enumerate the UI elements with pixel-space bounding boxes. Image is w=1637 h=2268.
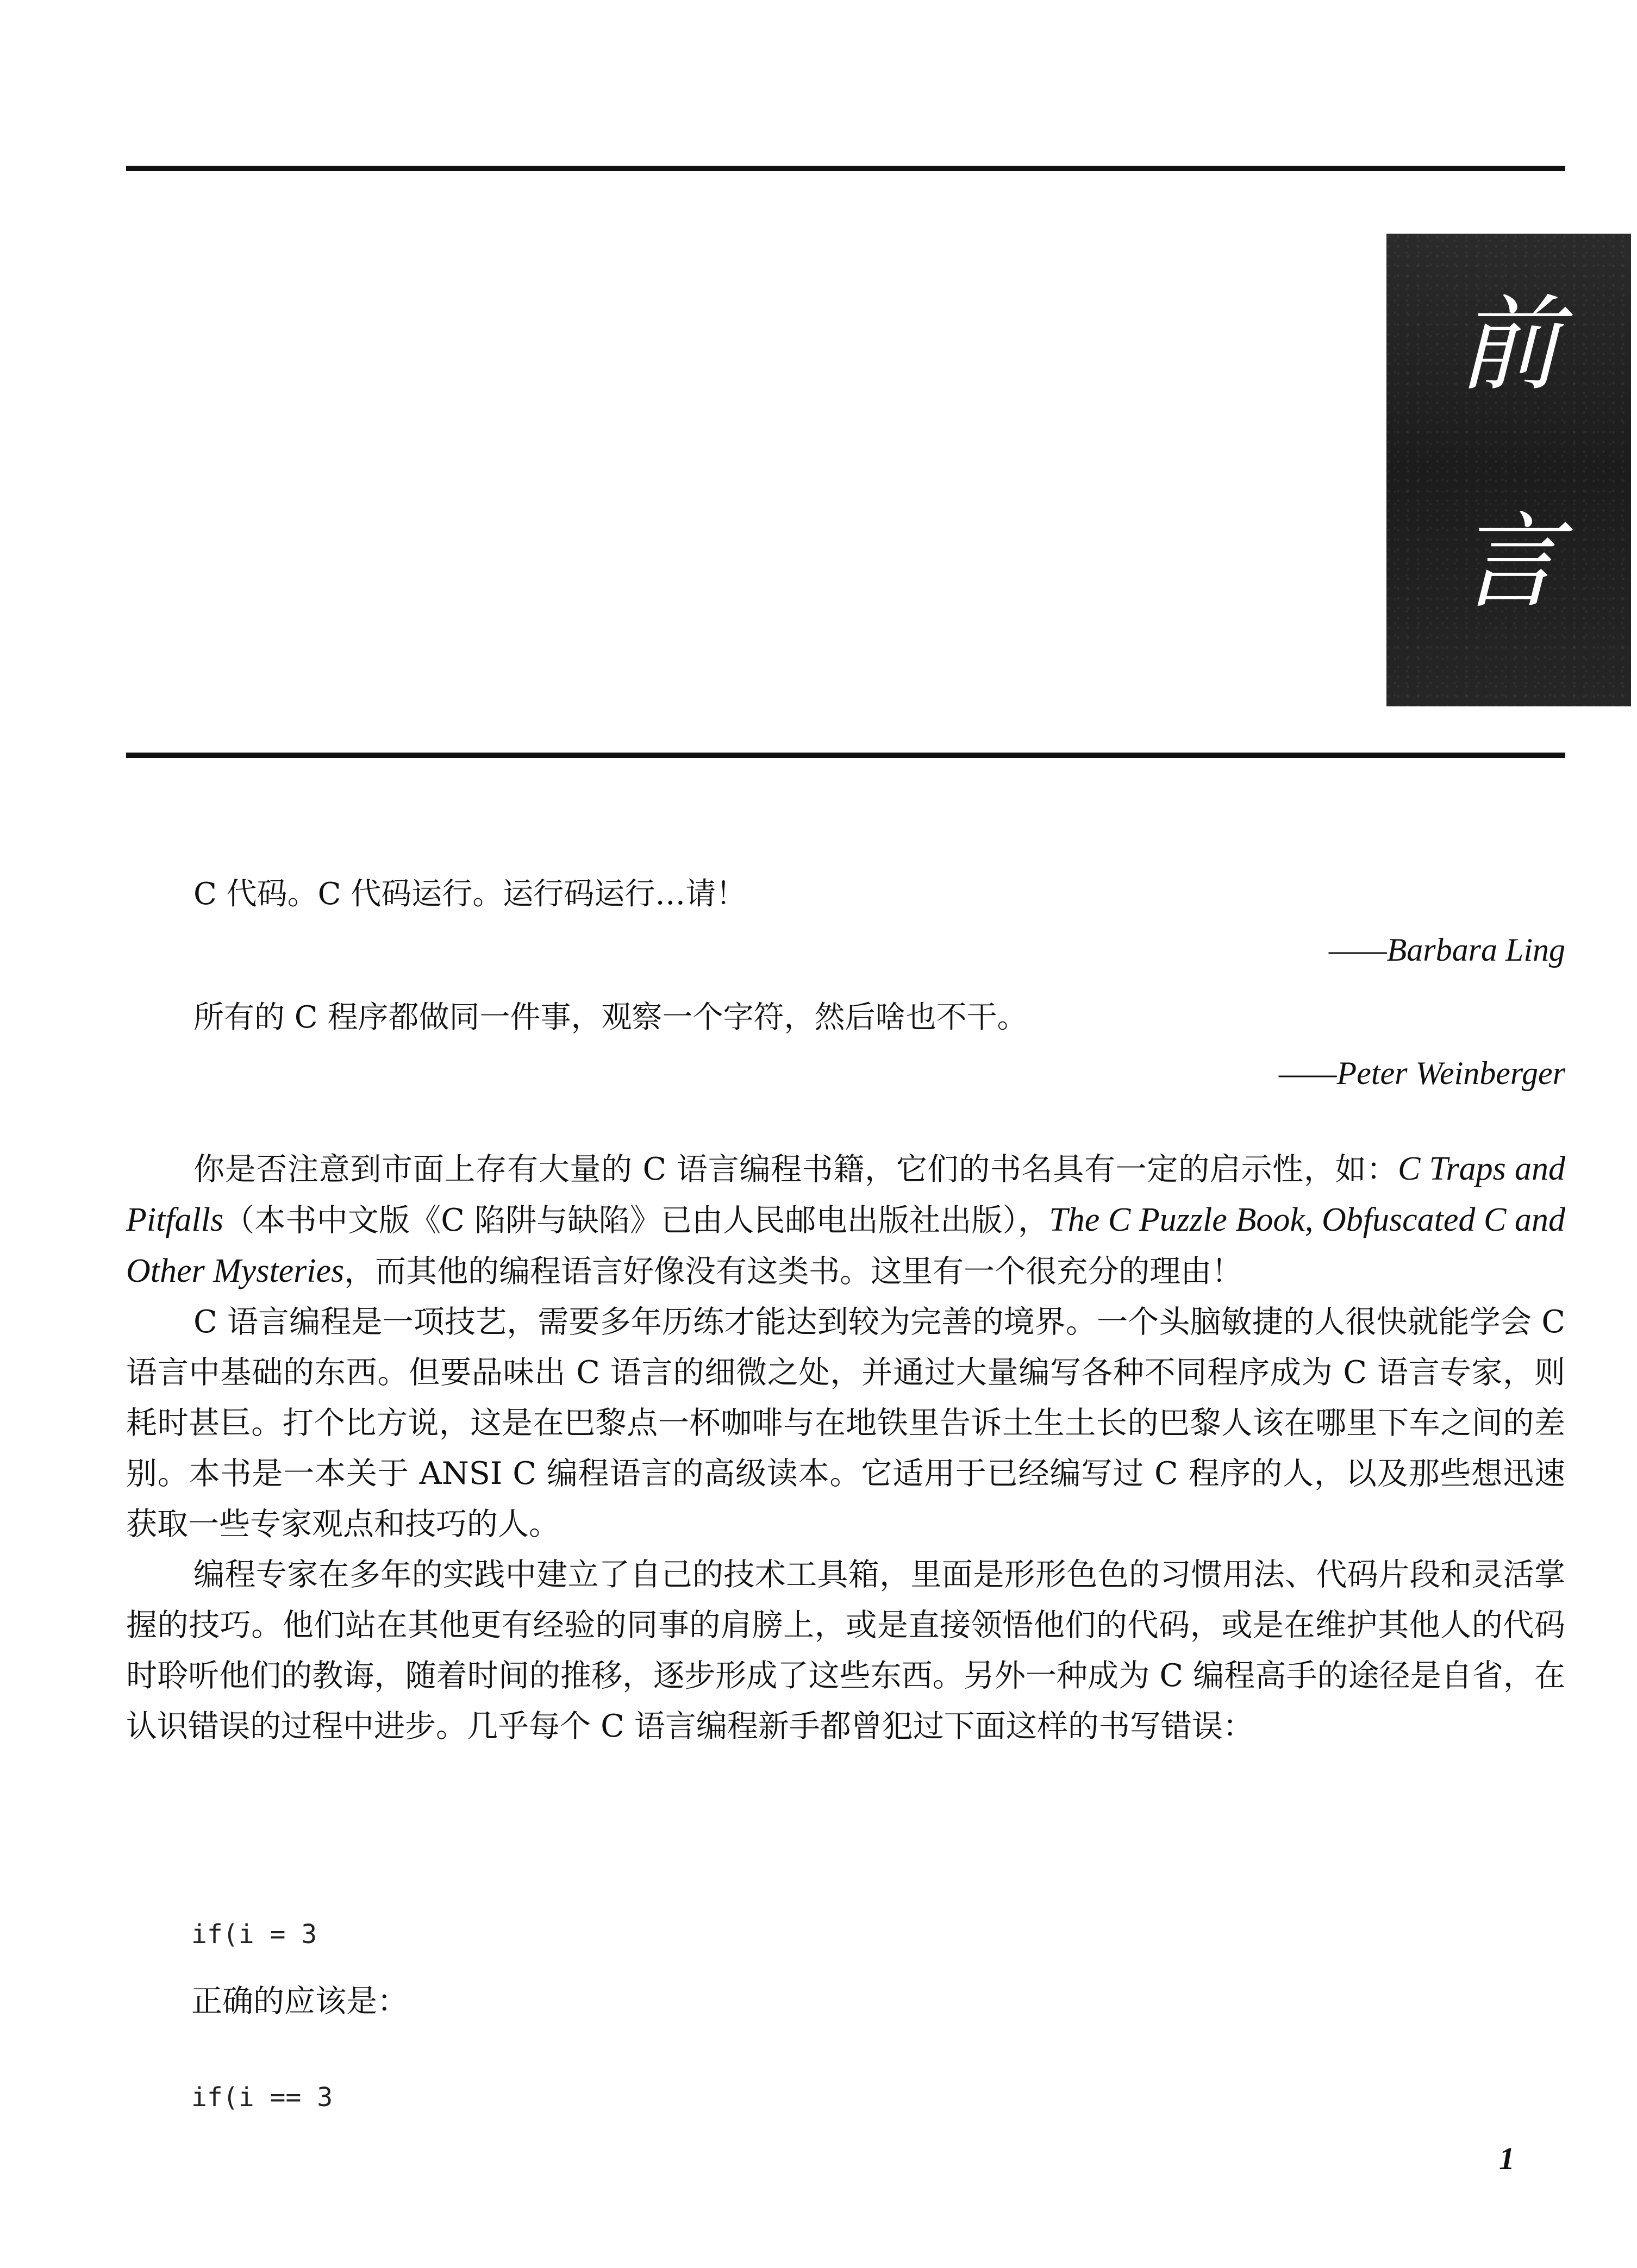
chapter-title-char-1: 前 [1457, 285, 1560, 405]
code-example-wrong: if(i = 3 [191, 1919, 317, 1950]
book-title-c-puzzle: The C Puzzle Book, Obfuscated C and Other Mysteries [126, 1201, 1565, 1289]
body-text [126, 1144, 1565, 1752]
top-rule [126, 166, 1565, 171]
bottom-rule [126, 753, 1565, 758]
epigraph-quote-1: C 代码。C 代码运行。运行码运行…请！ [193, 876, 747, 912]
paragraph-1-lead: 你是否注意到市面上存有大量的 C 语言编程书籍，它们的书名具有一定的启示性，如： [193, 1151, 1398, 1187]
body-paragraph-2: C 语言编程是一项技艺，需要多年历练才能达到较为完善的境界。一个头脑敏捷的人很快就能学会 C 语言中基础的东西。但要品味出 C 语言的细微之处，并通过大量编写各种不同程序成为 C 语言专家，则耗时甚巨。打个比方说，这是在巴黎点一杯咖啡与在地铁里告诉土生土长的巴黎人该在哪里下车之间的差别。本书是一本关于 ANSI C 编程语言的高级读本。它适用于已经编写过 C 程序的人，以及那些想迅速获取一些专家观点和技巧的人。 [126, 1304, 1565, 1542]
code-caption: 正确的应该是： [191, 1983, 408, 2019]
chapter-title-tab [1386, 234, 1631, 706]
epigraph-quote-2: 所有的 C 程序都做同一件事，观察一个字符，然后啥也不干。 [193, 1000, 1028, 1035]
epigraph-attribution-1: ——Barbara Ling [1328, 932, 1565, 968]
paragraph-1-middle: （本书中文版《C 陷阱与缺陷》已由人民邮电出版社出版）， [223, 1202, 1049, 1238]
epigraph-attribution-2: ——Peter Weinberger [1278, 1055, 1565, 1091]
body-paragraph-3: 编程专家在多年的实践中建立了自己的技术工具箱，里面是形形色色的习惯用法、代码片段和灵活掌握的技巧。他们站在其他更有经验的同事的肩膀上，或是直接领悟他们的代码，或是在维护其他人的代码时聆听他们的教诲，随着时间的推移，逐步形成了这些东西。另外一种成为 C 编程高手的途径是自省，在认识错误的过程中进步。几乎每个 C 语言编程新手都曾犯过下面这样的书写错误： [126, 1557, 1565, 1744]
chapter-title-char-2: 言 [1457, 502, 1560, 622]
book-title-c-traps: C Traps and Pitfalls [126, 1150, 1565, 1238]
paragraph-1-tail: ，而其他的编程语言好像没有这类书。这里有一个很充分的理由！ [344, 1254, 1243, 1289]
code-example-right: if(i == 3 [191, 2082, 333, 2113]
body-paragraph-1 [126, 1144, 1565, 1297]
page-number: 1 [1499, 2141, 1515, 2176]
